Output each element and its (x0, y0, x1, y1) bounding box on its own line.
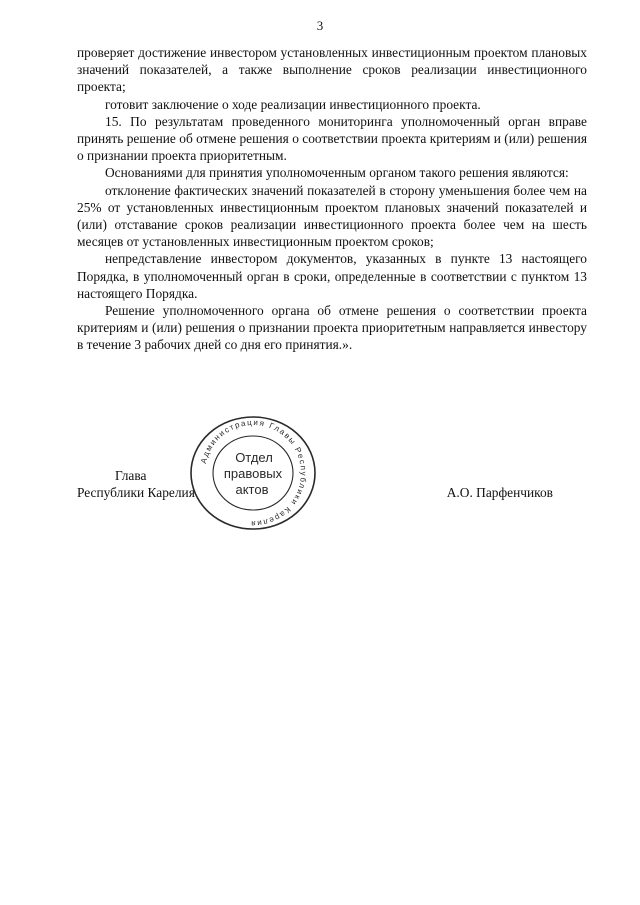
signature-block (77, 467, 587, 527)
paragraph: непредставление инвестором документов, указанных в пункте 13 настоящего Порядка, в уполномоченный орган в сроки, определенные в соответствии с пунктом 13 настоящего Порядка. (77, 251, 587, 301)
paragraph: отклонение фактических значений показателей в сторону уменьшения более чем на 25% от установленных инвестиционным проектом плановых значений показателей и (или) отставание сроков реализации инвестиционного проекта более чем на шесть месяцев от установленных инвестиционным проектом сроков; (77, 182, 587, 250)
paragraph: проверяет достижение инвестором установленных инвестиционным проектом плановых значений показателей, а также выполнение сроков реализации инвестиционного проекта; (77, 45, 587, 95)
paragraph: 15. По результатам проведенного мониторинга уполномоченный орган вправе принять решение об отмене решения о соответствии проекта критериям и (или) решения о признании проекта приоритетным. (77, 113, 587, 164)
page-number: 3 (316, 18, 324, 33)
signature-name: А.О. Парфенчиков (446, 485, 553, 500)
official-stamp (185, 414, 321, 532)
stamp-line: актов (235, 482, 269, 497)
signature-organization: Республики Карелия (77, 485, 195, 500)
stamp-line: Отдел (235, 450, 273, 465)
document-body (77, 44, 587, 354)
paragraph: Основаниями для принятия уполномоченным органом такого решения являются: (105, 165, 569, 181)
paragraph: Решение уполномоченного органа об отмене решения о соответствии проекта критериям и (или) решения о признании проекта приоритетным направляется инвестору в течение 3 рабочих дней со дня его принятия.». (77, 303, 587, 353)
paragraph: готовит заключение о ходе реализации инвестиционного проекта. (105, 96, 481, 112)
signature-title: Глава (115, 468, 147, 483)
stamp-ring-text: Администрация Главы Республики Карелия (198, 417, 309, 529)
stamp-line: правовых (223, 466, 283, 481)
